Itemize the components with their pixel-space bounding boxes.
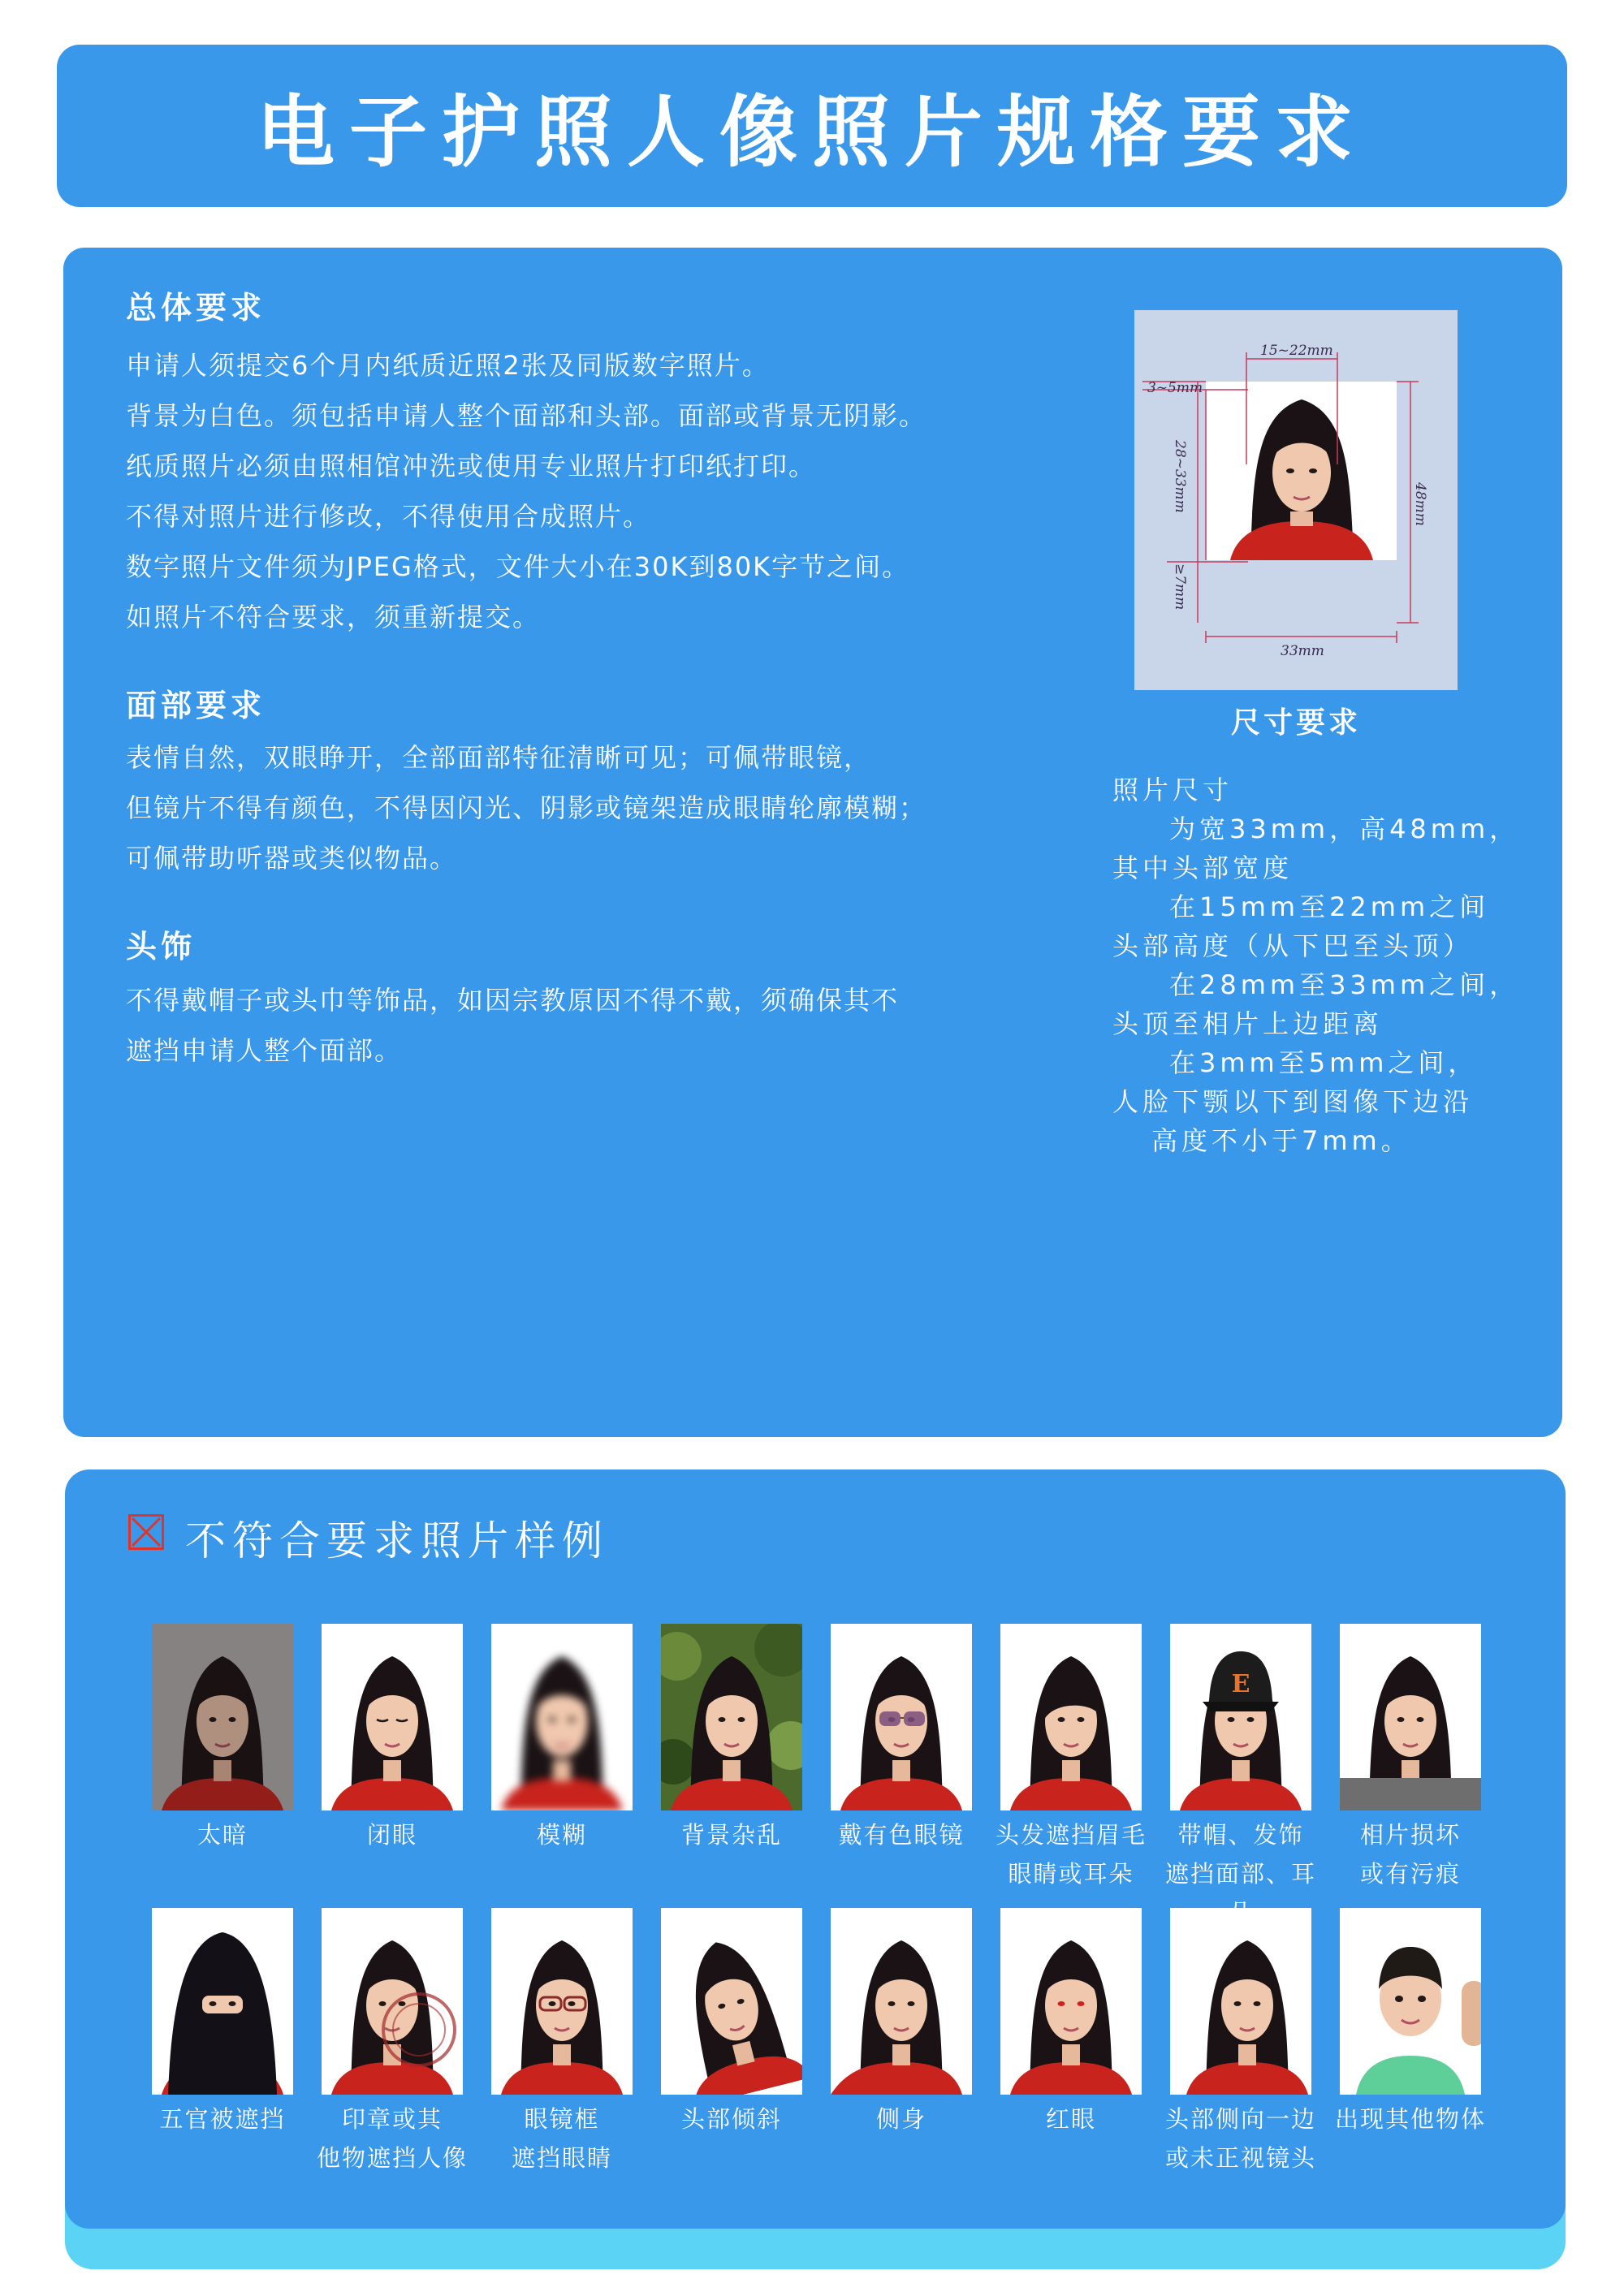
example-caption: 头部侧向一边 或未正视镜头 — [1164, 2105, 1316, 2172]
example-caption: 侧身 — [875, 2105, 926, 2133]
dim-photo-width: 33mm — [1281, 643, 1324, 659]
size-line: 人脸下颚以下到图像下边沿 — [1112, 1086, 1474, 1117]
svg-text:E: E — [1231, 1670, 1250, 1698]
face-line: 但镜片不得有颜色，不得因闪光、阴影或镜架造成眼睛轮廓模糊； — [126, 792, 927, 823]
size-line: 高度不小于7mm。 — [1151, 1125, 1411, 1156]
example-photo-glasses-frame-icon — [491, 1908, 633, 2095]
example-caption: 头部倾斜 — [680, 2105, 782, 2133]
example-caption: 出现其他物体 — [1334, 2105, 1486, 2133]
example-caption: 印章或其 他物遮挡人像 — [316, 2105, 468, 2172]
headwear-heading: 头饰 — [126, 929, 197, 965]
example-caption: 头发遮挡眉毛 眼睛或耳朵 — [995, 1821, 1147, 1888]
example-photo-tilted-head-icon — [661, 1908, 802, 2095]
dim-photo-height: 48mm — [1412, 482, 1428, 526]
title-banner — [57, 45, 1567, 207]
examples-heading: 不符合要求照片样例 — [185, 1517, 609, 1564]
general-line: 申请人须提交6个月内纸质近照2张及同版数字照片。 — [126, 350, 770, 381]
dim-head-height: 28~33mm — [1172, 440, 1188, 513]
size-line: 其中头部宽度 — [1112, 852, 1294, 883]
size-caption: 尺寸要求 — [1231, 706, 1362, 740]
dim-head-width: 15~22mm — [1260, 343, 1333, 359]
page-title: 电子护照人像照片规格要求 — [257, 86, 1367, 178]
example-photo-side-body-icon — [831, 1908, 972, 2095]
example-caption: 闭眼 — [366, 1821, 417, 1849]
general-line: 背景为白色。须包括申请人整个面部和头部。面部或背景无阴影。 — [126, 400, 927, 431]
size-line: 在15mm至22mm之间 — [1169, 891, 1490, 922]
example-caption: 眼镜框 遮挡眼睛 — [511, 2105, 612, 2172]
example-caption: 带帽、发饰 遮挡面部、耳 — [1164, 1821, 1316, 1888]
general-line: 如照片不符合要求，须重新提交。 — [126, 602, 541, 632]
size-line: 在3mm至5mm之间， — [1169, 1047, 1479, 1078]
example-caption: 背景杂乱 — [680, 1821, 782, 1849]
face-line: 可佩带助听器或类似物品。 — [126, 843, 458, 874]
example-photo-dark-photo-icon — [152, 1624, 293, 1810]
example-photo-cluttered-background-icon — [661, 1624, 802, 1810]
example-photo-stamp-icon — [322, 1908, 463, 2095]
example-photo-closed-eyes-icon — [322, 1624, 463, 1810]
size-diagram — [1134, 310, 1458, 690]
general-line: 纸质照片必须由照相馆冲洗或使用专业照片打印纸打印。 — [126, 451, 817, 481]
example-photo-tinted-glasses-icon — [831, 1624, 972, 1810]
x-mark-icon — [128, 1514, 164, 1550]
face-heading: 面部要求 — [126, 688, 266, 723]
example-photo-other-object-icon — [1340, 1908, 1481, 2095]
general-line: 数字照片文件须为JPEG格式，文件大小在30K到80K字节之间。 — [126, 551, 910, 582]
example-photo-cap-icon — [1170, 1624, 1311, 1810]
size-line: 为宽33mm，高48mm， — [1169, 814, 1520, 844]
size-line: 头顶至相片上边距离 — [1112, 1008, 1384, 1039]
example-caption: 太暗 — [197, 1821, 248, 1849]
example-caption: 五官被遮挡 — [159, 2105, 286, 2133]
dim-top-margin: 3~5mm — [1147, 380, 1203, 396]
example-photo-red-eye-icon — [1000, 1908, 1142, 2095]
general-heading: 总体要求 — [126, 290, 266, 326]
general-line: 不得对照片进行修改，不得使用合成照片。 — [126, 501, 651, 532]
example-caption: 红眼 — [1045, 2105, 1096, 2133]
example-photo-turned-head-icon — [1170, 1908, 1311, 2095]
example-photo-blurry-photo-icon — [491, 1624, 633, 1810]
example-photo-hair-covering-icon — [1000, 1624, 1142, 1810]
face-line: 表情自然，双眼睁开，全部面部特征清晰可见；可佩带眼镜， — [126, 742, 872, 773]
example-caption: 相片损坏 或有污痕 — [1359, 1821, 1461, 1888]
size-line: 照片尺寸 — [1112, 775, 1233, 805]
example-photo-face-covered-icon — [152, 1908, 293, 2095]
headwear-line: 遮挡申请人整个面部。 — [126, 1035, 403, 1066]
example-photo-damaged-photo-icon — [1340, 1624, 1481, 1810]
size-line: 头部高度（从下巴至头顶） — [1112, 930, 1474, 961]
dim-chin-margin: ≥7mm — [1172, 563, 1188, 611]
headwear-line: 不得戴帽子或头巾等饰品，如因宗教原因不得不戴，须确保其不 — [126, 985, 900, 1016]
size-line: 在28mm至33mm之间， — [1169, 969, 1520, 1000]
example-caption: 模糊 — [536, 1821, 587, 1849]
example-caption: 戴有色眼镜 — [838, 1821, 965, 1849]
